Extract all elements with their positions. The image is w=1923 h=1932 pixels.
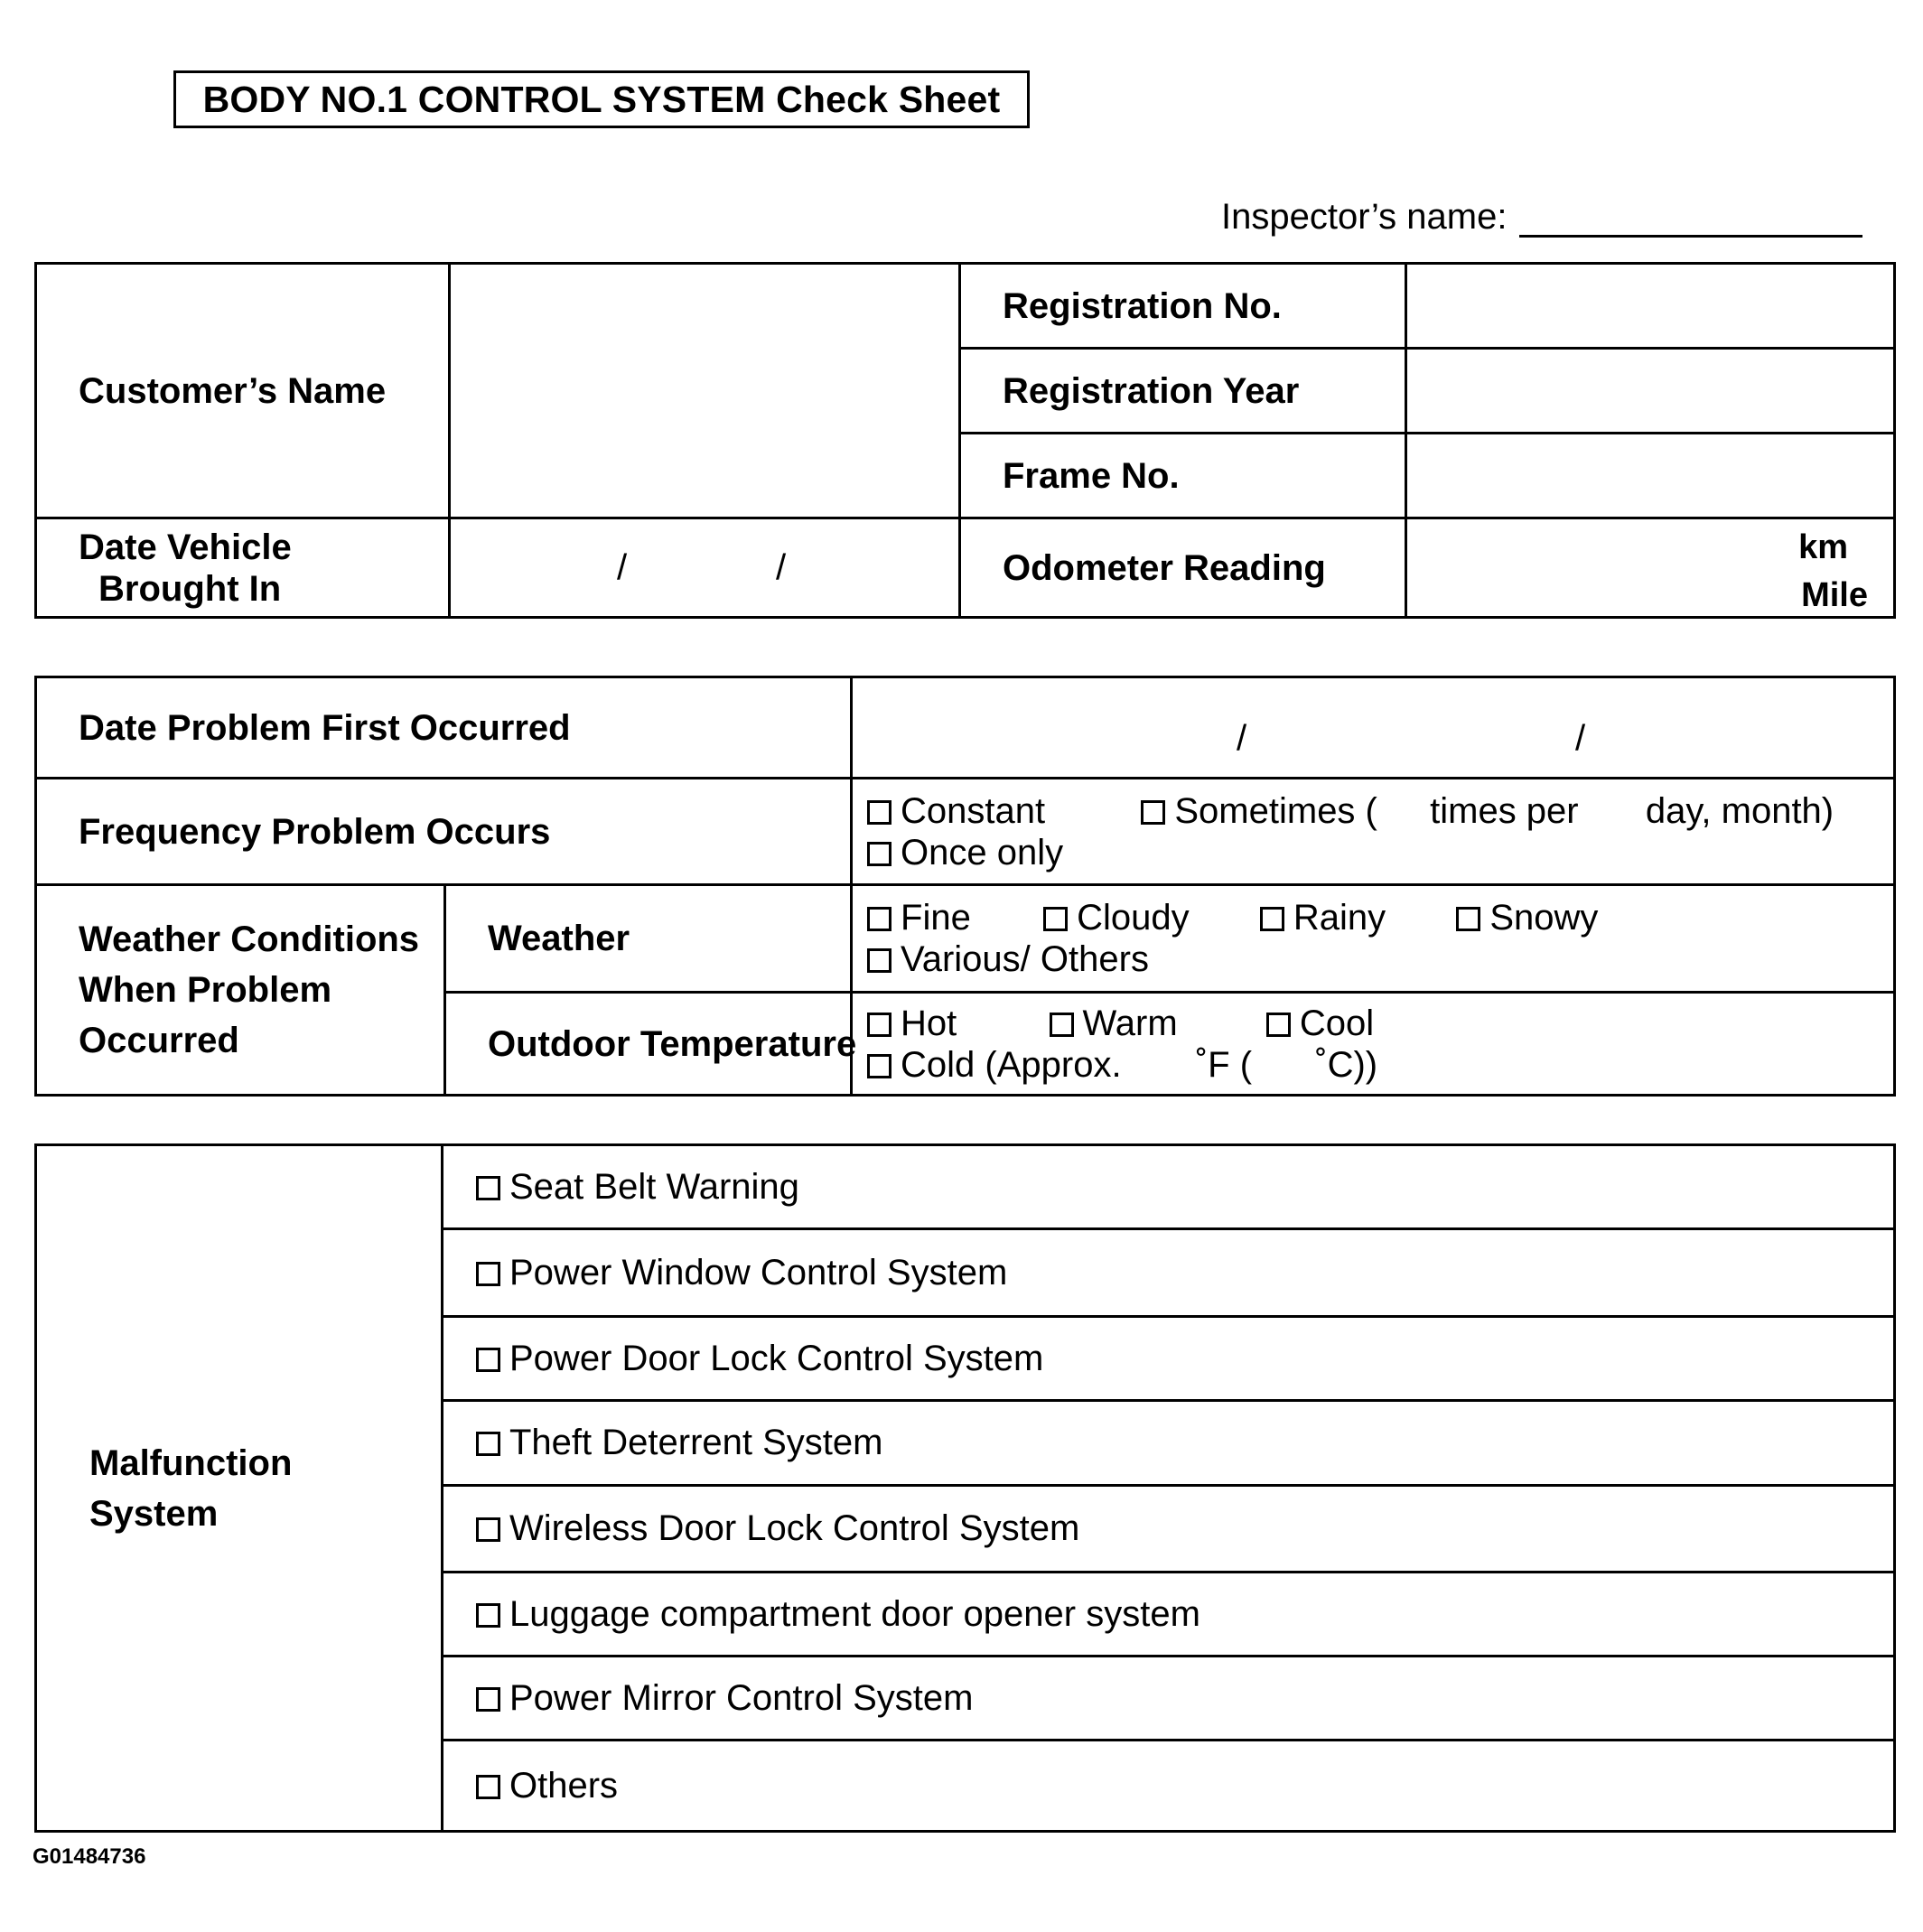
once-only-option-label: Once only — [901, 832, 1064, 873]
sometimes-checkbox[interactable] — [1141, 800, 1165, 825]
various-others-option-label: Various/ Others — [901, 939, 1149, 979]
registration-year-text: Registration Year — [1003, 370, 1300, 411]
malfunction-item[interactable] — [443, 1657, 1895, 1741]
odometer-reading-label — [960, 518, 1406, 618]
page-title-text: BODY NO.1 CONTROL SYSTEM Check Sheet — [202, 78, 1001, 120]
malfunction-item[interactable] — [443, 1145, 1895, 1229]
outdoor-temp-label-text: Outdoor Temperature — [488, 1023, 857, 1064]
customers-name-label — [36, 264, 450, 518]
malfunction-item-label: Power Door Lock Control System — [509, 1338, 1044, 1378]
frame-no-text: Frame No. — [1003, 455, 1180, 496]
malfunction-item[interactable] — [443, 1741, 1895, 1832]
once-only-checkbox[interactable] — [867, 842, 891, 866]
date-first-occurred-value[interactable] — [852, 677, 1895, 779]
inspector-name-field — [1221, 197, 1862, 238]
deg-f-label: ˚F ( — [1195, 1044, 1253, 1085]
weather-conditions-line3: Occurred — [79, 1021, 239, 1060]
customer-info-table — [34, 262, 1896, 619]
frame-no-value[interactable] — [1406, 434, 1895, 518]
date-separator: / — [617, 547, 628, 587]
rainy-checkbox[interactable] — [1260, 907, 1284, 931]
malfunction-item-label: Wireless Door Lock Control System — [509, 1508, 1080, 1548]
registration-no-text: Registration No. — [1003, 285, 1282, 326]
date-separator: / — [1575, 718, 1586, 759]
odometer-reading-value[interactable] — [1406, 518, 1895, 618]
malfunction-item-label: Theft Deterrent System — [509, 1423, 883, 1462]
fine-checkbox[interactable] — [867, 907, 891, 931]
inspector-name-input[interactable] — [1519, 202, 1862, 238]
malfunction-item[interactable] — [443, 1317, 1895, 1401]
date-first-occurred-text: Date Problem First Occurred — [79, 707, 571, 748]
cloudy-checkbox[interactable] — [1043, 907, 1068, 931]
odometer-reading-text: Odometer Reading — [1003, 547, 1326, 588]
hot-option-label: Hot — [901, 1003, 957, 1043]
constant-option-label: Constant — [901, 790, 1046, 831]
date-separator: / — [776, 547, 787, 587]
snowy-option-label: Snowy — [1489, 898, 1599, 938]
hot-checkbox[interactable] — [867, 1013, 891, 1037]
weather-conditions-line2: When Problem — [79, 970, 332, 1010]
date-separator: / — [1237, 718, 1247, 759]
warm-option-label: Warm — [1082, 1003, 1178, 1043]
theft-deterrent-checkbox[interactable] — [476, 1432, 500, 1456]
weather-conditions-line1: Weather Conditions — [79, 919, 420, 959]
registration-year-label — [960, 349, 1406, 434]
registration-no-value[interactable] — [1406, 264, 1895, 349]
weather-options — [852, 885, 1895, 993]
cold-option-label: Cold (Approx. — [901, 1044, 1122, 1085]
weather-label-text: Weather — [488, 919, 630, 958]
rainy-option-label: Rainy — [1293, 898, 1386, 938]
malfunction-item-label: Power Window Control System — [509, 1252, 1008, 1293]
date-brought-in-value[interactable] — [450, 518, 960, 618]
luggage-door-opener-checkbox[interactable] — [476, 1603, 500, 1628]
malfunction-item-label: Others — [509, 1765, 619, 1806]
frequency-options — [852, 779, 1895, 885]
day-month-label: day, month) — [1645, 790, 1834, 831]
date-first-occurred-label — [36, 677, 852, 779]
malfunction-item[interactable] — [443, 1229, 1895, 1317]
malfunction-system-table — [34, 1143, 1896, 1833]
date-brought-in-line2: Brought In — [98, 568, 282, 609]
malfunction-label-line2: System — [89, 1493, 219, 1534]
unit-mile: Mile — [1801, 575, 1868, 614]
unit-km: km — [1798, 527, 1848, 566]
power-window-checkbox[interactable] — [476, 1262, 500, 1286]
malfunction-item-label: Seat Belt Warning — [509, 1166, 799, 1207]
frequency-label-text: Frequency Problem Occurs — [79, 811, 551, 852]
malfunction-system-label — [36, 1145, 443, 1832]
wireless-door-lock-checkbox[interactable] — [476, 1517, 500, 1542]
malfunction-item[interactable] — [443, 1401, 1895, 1486]
malfunction-item[interactable] — [443, 1486, 1895, 1573]
date-brought-in-label — [36, 518, 450, 618]
frequency-label — [36, 779, 852, 885]
problem-info-table — [34, 676, 1896, 1097]
frame-no-label — [960, 434, 1406, 518]
weather-conditions-label — [36, 885, 445, 1096]
malfunction-item-label: Power Mirror Control System — [509, 1677, 974, 1718]
others-checkbox[interactable] — [476, 1775, 500, 1799]
weather-label — [445, 885, 852, 993]
constant-checkbox[interactable] — [867, 800, 891, 825]
power-door-lock-checkbox[interactable] — [476, 1348, 500, 1372]
sometimes-option-label: Sometimes ( — [1174, 790, 1377, 831]
registration-no-label — [960, 264, 1406, 349]
times-per-label: times per — [1430, 790, 1579, 831]
snowy-checkbox[interactable] — [1456, 907, 1480, 931]
cloudy-option-label: Cloudy — [1077, 898, 1190, 938]
deg-c-label: ˚C)) — [1315, 1044, 1378, 1085]
cool-option-label: Cool — [1299, 1003, 1375, 1043]
seat-belt-warning-checkbox[interactable] — [476, 1176, 500, 1200]
date-brought-in-line1: Date Vehicle — [79, 527, 292, 567]
registration-year-value[interactable] — [1406, 349, 1895, 434]
page-title — [173, 70, 1030, 128]
figure-id: G01484736 — [33, 1844, 146, 1869]
malfunction-item[interactable] — [443, 1573, 1895, 1657]
customers-name-value[interactable] — [450, 264, 960, 518]
customers-name-text: Customer’s Name — [79, 370, 387, 411]
outdoor-temp-label — [445, 993, 857, 1096]
power-mirror-checkbox[interactable] — [476, 1687, 500, 1712]
fine-option-label: Fine — [901, 898, 971, 938]
cold-checkbox[interactable] — [867, 1054, 891, 1078]
warm-checkbox[interactable] — [1050, 1013, 1074, 1037]
malfunction-item-label: Luggage compartment door opener system — [509, 1593, 1200, 1634]
inspector-name-label: Inspector’s name: — [1221, 197, 1508, 237]
cool-checkbox[interactable] — [1266, 1013, 1291, 1037]
various-others-checkbox[interactable] — [867, 948, 891, 973]
malfunction-label-line1: Malfunction — [89, 1442, 293, 1483]
outdoor-temp-options — [852, 993, 1895, 1096]
